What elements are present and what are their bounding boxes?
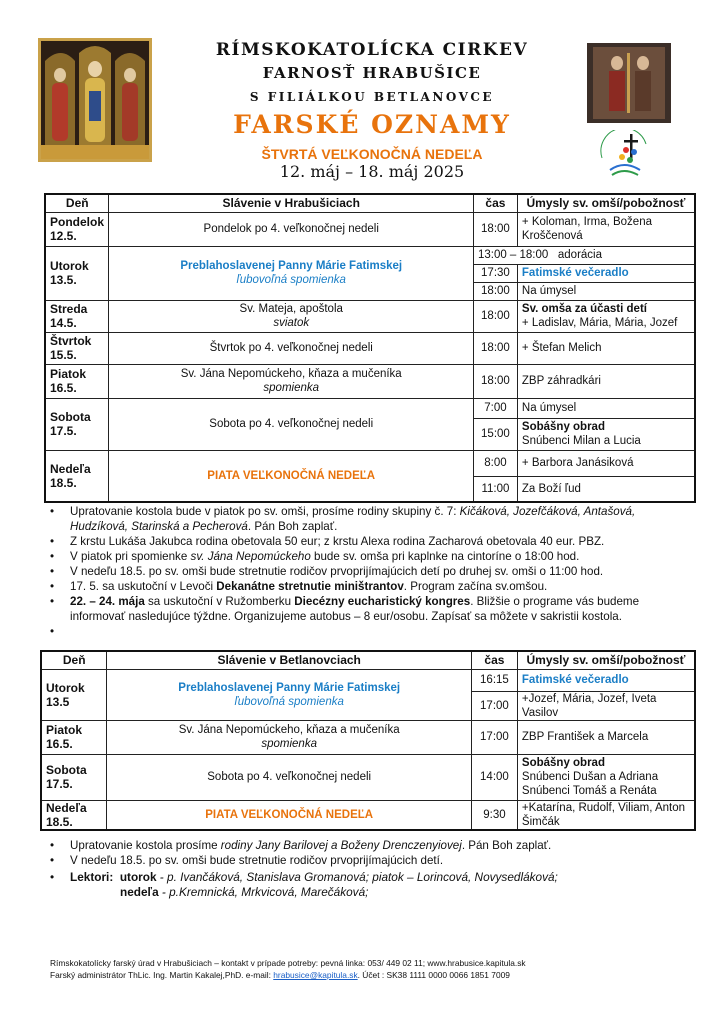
- header-filial: S FILIÁLKOU BETLANOVCE: [249, 90, 495, 104]
- table-row: [45, 300, 695, 332]
- day-cell: Sobota 17.5.: [45, 398, 109, 450]
- time-cell: 18:00: [473, 364, 517, 398]
- col-header-day: Deň: [41, 651, 107, 669]
- intention-cell: + Štefan Melich: [517, 332, 695, 364]
- day-cell: Piatok 16.5.: [45, 364, 109, 398]
- time-cell: 18:00: [473, 332, 517, 364]
- table-row: [45, 212, 695, 246]
- celebration-cell: PIATA VEĽKONOČNÁ NEDEĽA: [109, 450, 473, 502]
- day-cell: Utorok 13.5: [41, 669, 107, 720]
- intention-cell: + Koloman, Irma, Božena Kroščenová: [517, 212, 695, 246]
- page-title: FARSKÉ OZNAMY: [233, 110, 511, 139]
- day-cell: Piatok 16.5.: [41, 720, 107, 754]
- intention-cell: Sobášny obrad Snúbenci Dušan a Adriana Snúbenci Tomáš a Renáta: [517, 754, 695, 800]
- celebration-cell: Sv. Jána Nepomúckeho, kňaza a mučeníka spomienka: [107, 720, 472, 754]
- intention-cell: Fatimské večeradlo: [517, 669, 695, 691]
- table-row: [41, 800, 695, 830]
- day-cell: Štvrtok 15.5.: [45, 332, 109, 364]
- time-cell: 17:00: [471, 720, 517, 754]
- time-cell: 15:00: [473, 418, 517, 450]
- day-cell: Nedeľa 18.5.: [45, 450, 109, 502]
- col-header-time: čas: [471, 651, 517, 669]
- col-header-intentions: Úmysly sv. omší/pobožnosť: [517, 651, 695, 669]
- list-item: • Z krstu Lukáša Jakubca rodina obetovala 50 eur; z krstu Alexa rodina Zacharová obetovala 40 eur. PBZ.: [50, 534, 690, 549]
- day-cell: Pondelok 12.5.: [45, 212, 109, 246]
- table-row: [41, 720, 695, 754]
- col-header-celebration: Slávenie v Betlanovciach: [107, 651, 472, 669]
- col-header-intentions: Úmysly sv. omší/pobožnosť: [517, 194, 695, 212]
- lectors-block: • Lektori: utorok - p. Ivančáková, Stanislava Gromanová; piatok – Lorincová, Novysedláková; nedeľa - p.Kremnická, Mrkvicová, Marečáková;: [50, 870, 558, 899]
- celebration-cell: Sobota po 4. veľkonočnej nedeli: [107, 754, 472, 800]
- list-item: • Upratovanie kostola prosíme rodiny Jany Barilovej a Boženy Drenczenyiovej. Pán Boh zaplať.: [50, 838, 690, 853]
- intention-cell: Sobášny obrad Snúbenci Milan a Lucia: [517, 418, 695, 450]
- celebration-cell: Preblahoslavenej Panny Márie Fatimskej ľubovoľná spomienka: [109, 246, 473, 300]
- intention-cell: +Jozef, Mária, Jozef, Iveta Vasilov: [517, 691, 695, 720]
- col-header-celebration: Slávenie v Hrabušiciach: [109, 194, 473, 212]
- intention-cell: Za Boží ľud: [517, 476, 695, 502]
- time-cell: 18:00: [473, 300, 517, 332]
- day-cell: Nedeľa 18.5.: [41, 800, 107, 830]
- announcements-list-betlanovce: [50, 838, 690, 868]
- jubilee-logo: [594, 130, 656, 186]
- table-row: [45, 398, 695, 418]
- time-cell: 18:00: [473, 212, 517, 246]
- time-cell: 9:30: [471, 800, 517, 830]
- celebration-cell: Sv. Jána Nepomúckeho, kňaza a mučeníka spomienka: [109, 364, 473, 398]
- time-cell: 17:30: [473, 264, 517, 282]
- altar-statues-image: [38, 38, 152, 162]
- celebration-cell: Sv. Mateja, apoštola sviatok: [109, 300, 473, 332]
- table-row: [41, 754, 695, 800]
- header-parish: FARNOSŤ HRABUŠICE: [262, 64, 482, 82]
- col-header-time: čas: [473, 194, 517, 212]
- intention-cell: Na úmysel: [517, 398, 695, 418]
- celebration-cell: Preblahoslavenej Panny Márie Fatimskej ľubovoľná spomienka: [107, 669, 472, 720]
- lectors-label: Lektori:: [70, 870, 114, 884]
- footer-contact: Rímskokatolícky farský úrad v Hrabušiciach – kontakt v prípade potreby: pevná linka: 053/ 449 02 11; www.hrabusice.kapitula.sk Farský administrátor ThLic. Ing. Martin Kakalej,PhD. e-mail: hrabusice@kapitula.sk. Účet : SK38 1111 0000 0066 1851 7009: [50, 958, 526, 980]
- schedule-table-hrabusice: [44, 193, 696, 503]
- intention-cell: Sv. omša za účasti detí + Ladislav, Mária, Mária, Jozef: [517, 300, 695, 332]
- time-cell: 18:00: [473, 282, 517, 300]
- table-row: [45, 332, 695, 364]
- intention-cell: + Barbora Janásiková: [517, 450, 695, 476]
- table-row: [45, 450, 695, 476]
- list-item: • 22. – 24. mája sa uskutoční v Ružomberku Diecézny eucharistický kongres. Bližšie o programe vás budeme informovať nasledujúce týždne. Organizujeme autobus – 8 eur/osobu. Zapísať sa môžete v sakristii kostola.: [50, 594, 690, 624]
- adoration-cell: 13:00 – 18:00 adorácia: [473, 246, 695, 264]
- intention-cell: ZBP František a Marcela: [517, 720, 695, 754]
- list-item: • V nedeľu 18.5. po sv. omši bude stretnutie rodičov prvoprijímajúcich detí po druhej sv. omši o 11:00 hod.: [50, 564, 690, 579]
- page-subtitle: ŠTVRTÁ VEĽKONOČNÁ NEDEĽA: [261, 146, 483, 162]
- time-cell: 11:00: [473, 476, 517, 502]
- celebration-cell: PIATA VEĽKONOČNÁ NEDEĽA: [107, 800, 472, 830]
- list-item: • V piatok pri spomienke sv. Jána Nepomúckeho bude sv. omša pri kaplnke na cintoríne o 18:00 hod.: [50, 549, 690, 564]
- time-cell: 16:15: [471, 669, 517, 691]
- day-cell: Sobota 17.5.: [41, 754, 107, 800]
- list-item: • Upratovanie kostola bude v piatok po sv. omši, prosíme rodiny skupiny č. 7: Kičáková, Jozefčáková, Antašová, Hudzíková, Starinská a Pecherová. Pán Boh zaplať.: [50, 504, 690, 534]
- time-cell: 7:00: [473, 398, 517, 418]
- table-row: [41, 669, 695, 691]
- header-church: RÍMSKOKATOLÍCKA CIRKEV: [215, 40, 529, 60]
- table-row: [45, 246, 695, 264]
- intention-cell: Na úmysel: [517, 282, 695, 300]
- celebration-cell: Štvrtok po 4. veľkonočnej nedeli: [109, 332, 473, 364]
- col-header-day: Deň: [45, 194, 109, 212]
- day-cell: Utorok 13.5.: [45, 246, 109, 300]
- list-item: • 17. 5. sa uskutoční v Levoči Dekanátne stretnutie miništrantov. Program začína sv.omšou.: [50, 579, 690, 594]
- time-cell: 17:00: [471, 691, 517, 720]
- schedule-table-betlanovce: [40, 650, 696, 831]
- time-cell: 8:00: [473, 450, 517, 476]
- announcements-list-hrabusice: [50, 504, 690, 624]
- list-item: • V nedeľu 18.5. po sv. omši bude stretnutie rodičov prvoprijímajúcich detí.: [50, 853, 690, 868]
- email-link[interactable]: hrabusice@kapitula.sk: [273, 970, 358, 980]
- saints-painting-image: [587, 43, 671, 123]
- time-cell: 14:00: [471, 754, 517, 800]
- celebration-cell: Pondelok po 4. veľkonočnej nedeli: [109, 212, 473, 246]
- table-row: [45, 364, 695, 398]
- day-cell: Streda 14.5.: [45, 300, 109, 332]
- date-range: 12. máj – 18. máj 2025: [279, 162, 465, 181]
- intention-cell: +Katarína, Rudolf, Viliam, Anton Šimčák: [517, 800, 695, 830]
- intention-cell: ZBP záhradkári: [517, 364, 695, 398]
- celebration-cell: Sobota po 4. veľkonočnej nedeli: [109, 398, 473, 450]
- intention-cell: Fatimské večeradlo: [517, 264, 695, 282]
